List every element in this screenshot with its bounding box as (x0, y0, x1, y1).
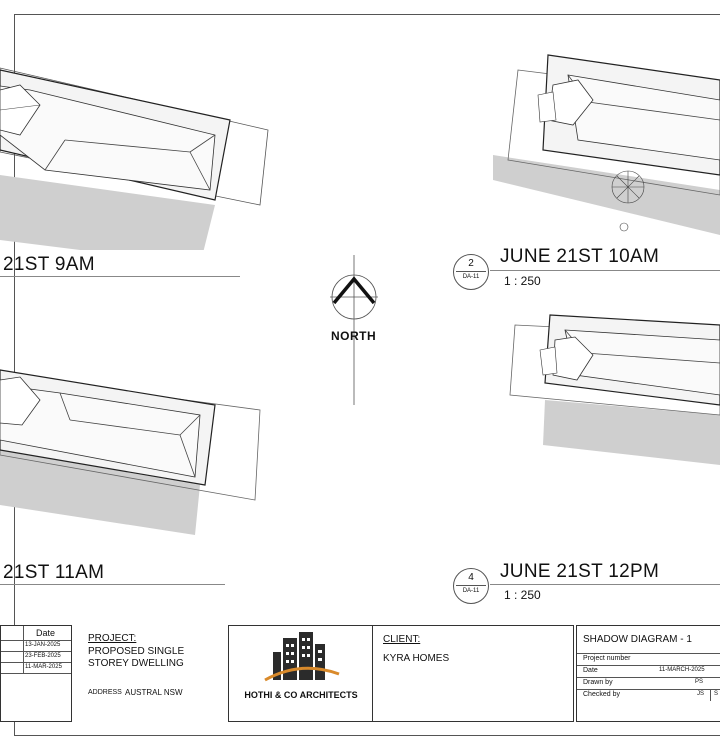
tag-divider (456, 585, 486, 586)
client-heading: CLIENT: (383, 634, 421, 645)
shadow-plan-11am (0, 355, 270, 540)
view-scale: 1 : 250 (504, 588, 541, 602)
view-reference-tag (453, 254, 489, 290)
shadow-plan-12pm (505, 305, 720, 470)
client-block (372, 625, 574, 722)
sheet-title: SHADOW DIAGRAM - 1 (583, 634, 692, 645)
date-value: 11-MARCH-2025 (659, 667, 705, 673)
view-scale: 1 : 250 (504, 274, 541, 288)
revision-date-header: Date (36, 628, 56, 638)
checked-by-label: Checked by (583, 691, 620, 698)
firm-name: HOTHI & CO ARCHITECTS (244, 690, 358, 700)
view-title: JUNE 21ST 12PM (500, 561, 660, 582)
project-number-label: Project number (583, 655, 631, 662)
shadow-plan-9am (0, 40, 280, 250)
title-underline (0, 276, 240, 277)
drawn-by-value: PS (695, 679, 704, 685)
revision-date: 23-FEB-2025 (25, 653, 61, 659)
view-reference-tag (453, 568, 489, 604)
view-number: 4 (468, 572, 474, 583)
client-name: KYRA HOMES (383, 653, 450, 664)
view-number: 2 (468, 258, 474, 269)
tag-divider (456, 271, 486, 272)
firm-logo (261, 630, 341, 682)
sheet-info-block (576, 625, 720, 722)
checked-by-extra: S (714, 691, 719, 697)
drawn-by-label: Drawn by (583, 679, 613, 686)
north-label: NORTH (331, 329, 377, 343)
address-label: ADDRESS (88, 689, 122, 696)
shadow-plan-10am (488, 40, 720, 240)
project-name-line2: STOREY DWELLING (88, 658, 184, 669)
revision-date: 11-MAR-2025 (25, 664, 62, 670)
view-title: 21ST 9AM (3, 254, 95, 275)
project-name-line1: PROPOSED SINGLE (88, 646, 185, 657)
sheet-reference: DA-11 (462, 274, 480, 280)
title-underline (490, 584, 720, 585)
view-title: 21ST 11AM (3, 562, 105, 583)
date-label: Date (583, 667, 598, 674)
view-title: JUNE 21ST 10AM (500, 246, 660, 267)
revision-table (0, 625, 72, 722)
address-value: AUSTRAL NSW (125, 688, 183, 697)
project-heading: PROJECT: (88, 633, 137, 644)
project-block (80, 625, 218, 720)
title-underline (490, 270, 720, 271)
revision-date: 13-JAN-2025 (25, 642, 61, 648)
sheet-reference: DA-11 (462, 588, 480, 594)
checked-by-value: JS (697, 691, 705, 697)
firm-block (228, 625, 374, 722)
title-underline (0, 584, 225, 585)
